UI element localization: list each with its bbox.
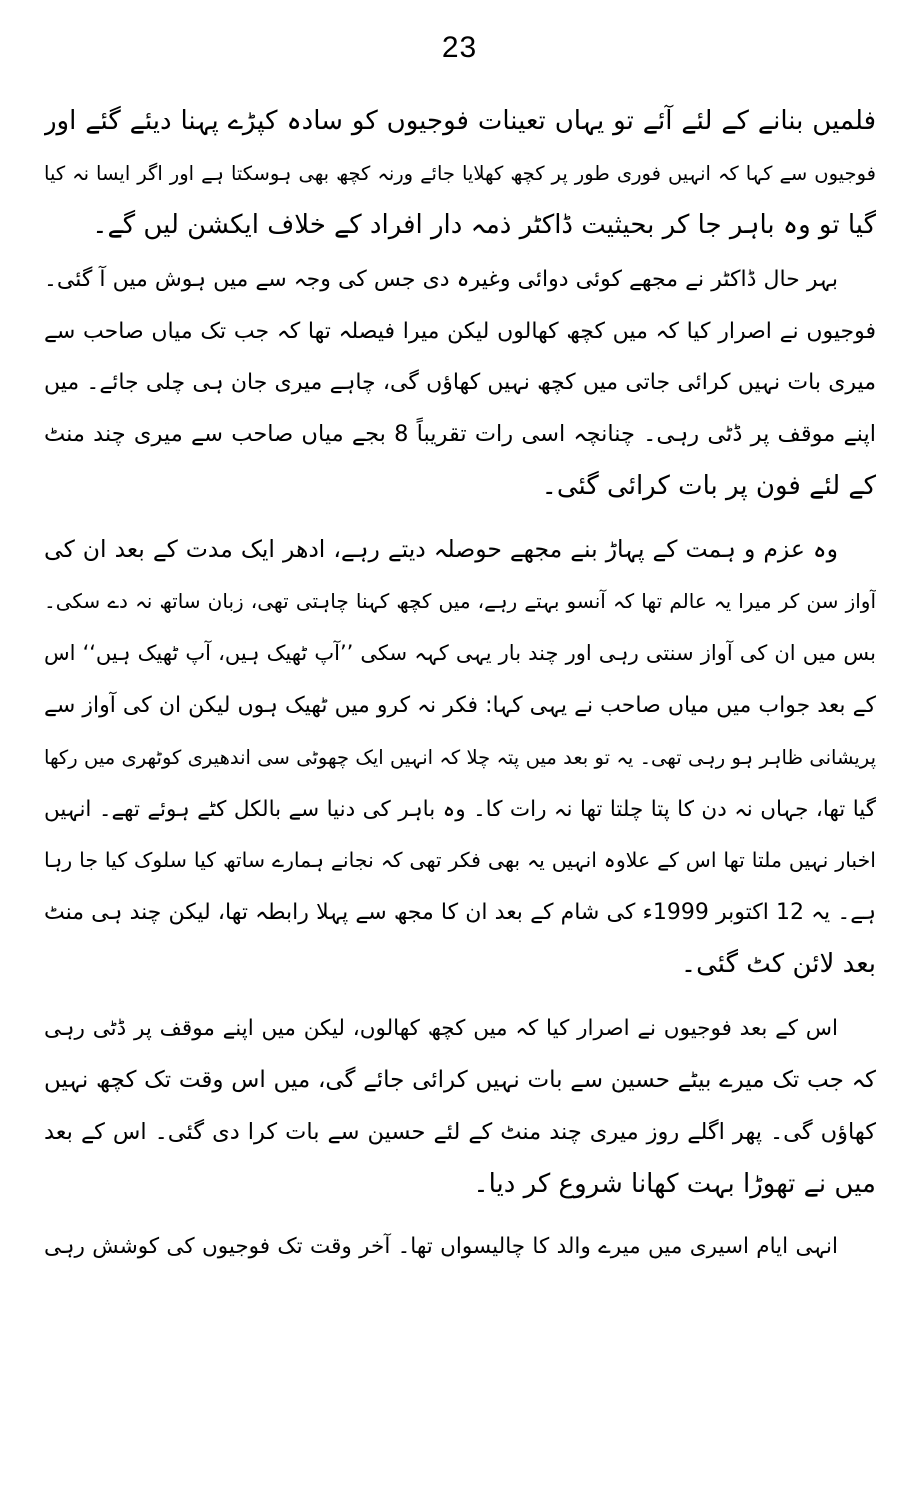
text-line: آواز سن کر میرا یہ عالم تھا کہ آنسو بہتے رہے، میں کچھ کہنا چاہتی تھی، زبان ساتھ نہ دے سکی۔	[44, 589, 876, 614]
text-line: بعد لائن کٹ گئی۔	[680, 949, 876, 980]
paragraph-2	[44, 254, 876, 513]
text-line: کے بعد جواب میں میاں صاحب نے یہی کہا: فکر نہ کرو میں ٹھیک ہوں لیکن ان کی آواز سے	[44, 692, 876, 718]
text-line: میں نے تھوڑا بہت کھانا شروع کر دیا۔	[473, 1168, 876, 1199]
text-line: گیا تو وہ باہر جا کر بحیثیت ڈاکٹر ذمہ دار افراد کے خلاف ایکشن لیں گے۔	[92, 209, 876, 240]
body-text	[44, 96, 876, 1273]
text-line: ہے۔ یہ 12 اکتوبر 1999ء کی شام کے بعد ان کا مجھ سے پہلا رابطہ تھا، لیکن چند ہی منٹ	[44, 900, 876, 926]
text-line: بس میں ان کی آواز سنتی رہی اور چند بار یہی کہہ سکی ’’آپ ٹھیک ہیں، آپ ٹھیک ہیں‘‘ اس	[44, 640, 876, 665]
text-line: انہی ایام اسیری میں میرے والد کا چالیسواں تھا۔ آخر وقت تک فوجیوں کی کوشش رہی	[44, 1233, 838, 1259]
text-line: پریشانی ظاہر ہو رہی تھی۔ یہ تو بعد میں پتہ چلا کہ انہیں ایک چھوٹی سی اندھیری کوٹھری میں رکھا	[44, 745, 876, 769]
paragraph-4	[44, 1003, 876, 1211]
text-line: اخبار نہیں ملتا تھا اس کے علاوہ انہیں یہ بھی فکر تھی کہ نجانے ہمارے ساتھ کیا سلوک کیا جا رہا	[44, 848, 876, 873]
text-line: اس کے بعد فوجیوں نے اصرار کیا کہ میں کچھ کھالوں، لیکن میں اپنے موقف پر ڈٹی رہی	[44, 1016, 838, 1042]
page-number: 23	[441, 31, 478, 64]
paragraph-5	[44, 1221, 876, 1273]
paragraph-3	[44, 524, 876, 991]
text-line: کھاؤں گی۔ پھر اگلے روز میری چند منٹ کے لئے حسین سے بات کرا دی گئی۔ اس کے بعد	[44, 1118, 876, 1145]
paragraph-1	[44, 96, 876, 252]
text-line: وہ عزم و ہمت کے پہاڑ بنے مجھے حوصلہ دیتے رہے، ادھر ایک مدت کے بعد ان کی	[44, 535, 838, 564]
text-line: کے لئے فون پر بات کرائی گئی۔	[541, 471, 876, 502]
text-line: کہ جب تک میرے بیٹے حسین سے بات نہیں کرائی جائے گی، میں اس وقت تک کچھ نہیں	[44, 1067, 876, 1094]
text-line: فوجیوں نے اصرار کیا کہ میں کچھ کھالوں لیکن میرا فیصلہ تھا کہ جب تک میاں صاحب سے	[44, 318, 876, 344]
text-line: میری بات نہیں کرائی جاتی میں کچھ نہیں کھاؤں گی، چاہے میری جان ہی چلی جائے۔ میں	[44, 370, 876, 396]
text-line: فلمیں بنانے کے لئے آئے تو یہاں تعینات فوجیوں کو سادہ کپڑے پہنا دیئے گئے اور	[44, 106, 876, 136]
text-line: اپنے موقف پر ڈٹی رہی۔ چنانچہ اسی رات تقریباً 8 بجے میاں صاحب سے میری چند منٹ	[44, 421, 876, 448]
text-line: گیا تھا، جہاں نہ دن کا پتا چلتا تھا نہ رات کا۔ وہ باہر کی دنیا سے بالکل کٹے ہوئے تھے۔ انہیں	[44, 796, 876, 822]
text-line: بہر حال ڈاکٹر نے مجھے کوئی دوائی وغیرہ دی جس کی وجہ سے میں ہوش میں آ گئی۔	[44, 266, 838, 292]
text-line: فوجیوں سے کہا کہ انہیں فوری طور پر کچھ کھلایا جائے ورنہ کچھ بھی ہوسکتا ہے اور اگر ایسا نہ کیا	[44, 161, 876, 185]
